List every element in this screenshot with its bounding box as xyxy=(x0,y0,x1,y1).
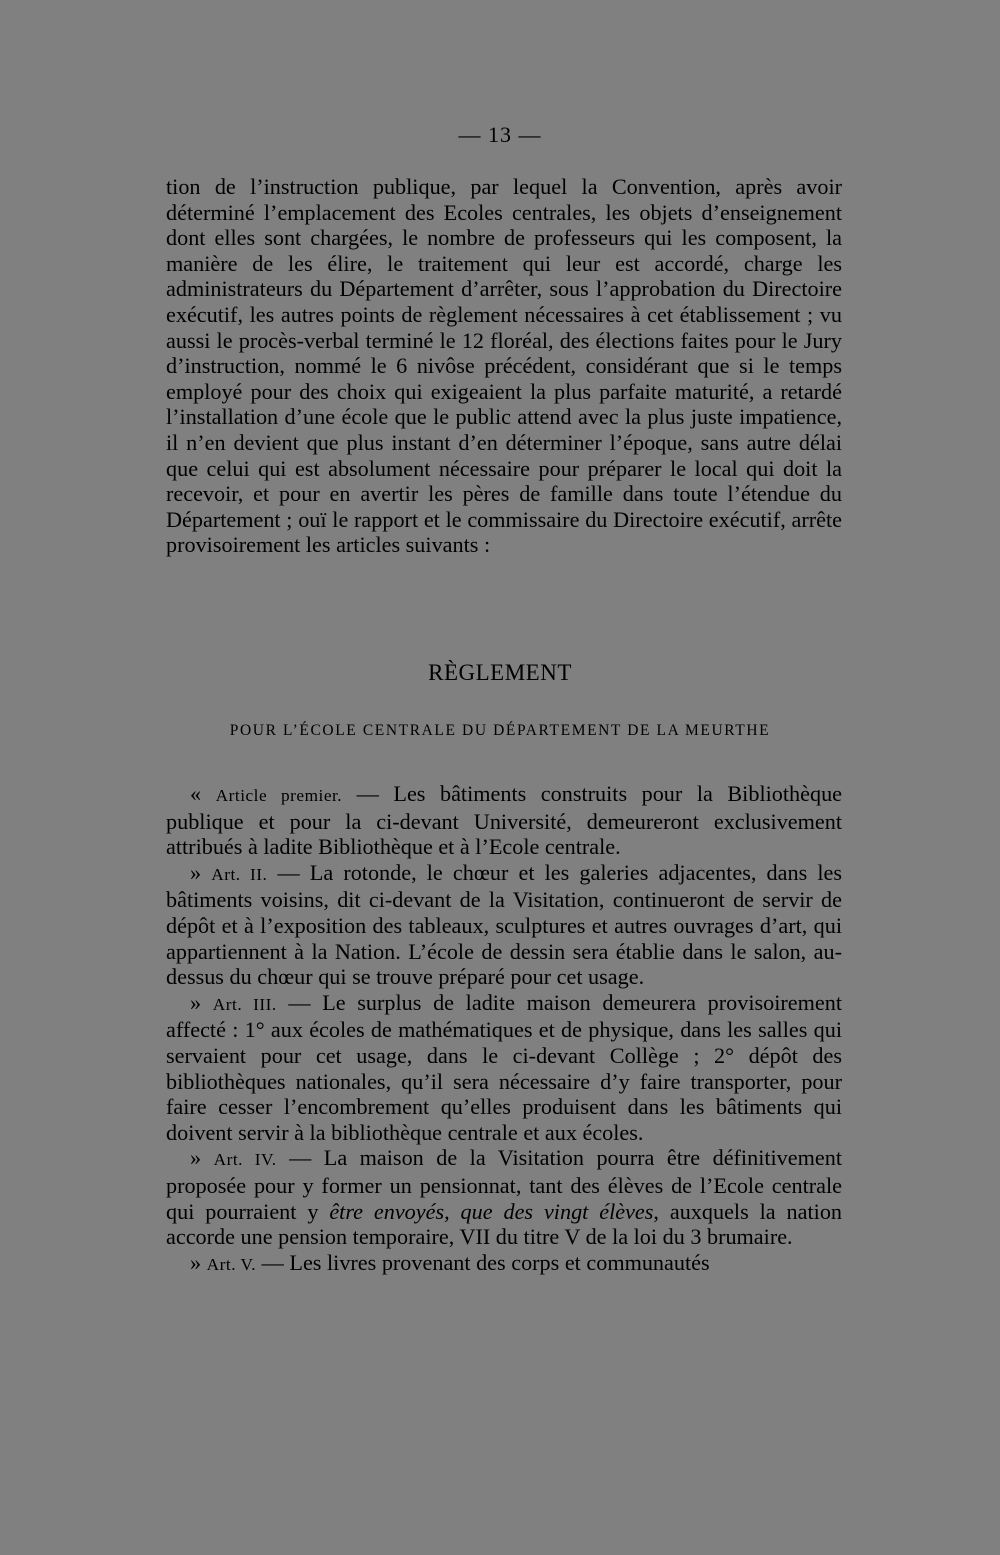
article-4-prefix: » xyxy=(190,1145,214,1171)
article-2-prefix: » xyxy=(190,859,212,885)
article-4-body-end: , auxquels la nation accorde une pension temporaire, VII du titre V de la loi du 3 brumaire. xyxy=(166,1198,843,1250)
article-5 xyxy=(166,1250,842,1278)
article-2-body: — La rotonde, le chœur et les galeries adjacentes, dans les bâtiments voisins, dit ci-devant de la Visitation, continueront de servir de dépôt et à l’exposition des tableaux, sculptures et autres ouvrages d’art, qui appartiennent à la Nation. L’école de dessin sera établie dans le salon, au-dessus du chœur qui se trouve préparé pour cet usage. xyxy=(166,859,842,990)
article-5-heading: Art. V. xyxy=(206,1254,257,1274)
article-3 xyxy=(166,990,842,1146)
article-1-body: — Les bâtiments construits pour la Bibliothèque publique et pour la ci-devant Université, demeureront exclusivement attribués à ladite Bibliothèque et à l’Ecole centrale. xyxy=(166,781,843,860)
article-3-body: — Le surplus de ladite maison demeurera provisoirement affecté : 1° aux écoles de mathématiques et de physique, dans les salles qui servaient pour cet usage, dans le ci-devant Collège ; 2° dépôt des bibliothèques nationales, qu’il sera nécessaire d’y faire transporter, pour faire cesser l’encombrement qu’elles produisent dans les bâtiments qui doivent servir à la bibliothèque centrale et aux écoles. xyxy=(166,989,843,1145)
article-3-prefix: » xyxy=(190,989,213,1015)
intro-paragraph: tion de l’instruction publique, par lequel la Convention, après avoir déterminé l’emplacement des Ecoles centrales, les objets d’enseignement dont elles sont chargées, le nombre de professeurs qui les composent, la manière de les élire, le traitement qui leur est accordé, charge les administrateurs du Département d’arrêter, sous l’approbation du Directoire exécutif, les autres points de règlement nécessaires à cet établissement ; vu aussi le procès-verbal terminé le 12 floréal, des élections faites pour le Jury d’instruction, nommé le 6 nivôse précédent, considérant que si le temps employé pour des choix qui exigeaient la plus parfaite maturité, a retardé l’installation d’une école que le public attend avec la plus juste impatience, il n’en devient que plus instant d’en déterminer l’époque, sans autre délai que celui qui est absolument nécessaire pour préparer le local qui doit la recevoir, et pour en avertir les pères de famille dans toute l’étendue du Département ; ouï le rapport et le commissaire du Directoire exécutif, arrête provisoirement les articles suivants : xyxy=(166,174,842,558)
article-1-heading: Article premier. xyxy=(215,786,343,805)
section-subtitle: POUR L’ÉCOLE CENTRALE DU DÉPARTEMENT DE LA MEURTHE xyxy=(229,722,771,739)
article-3-heading: Art. III. xyxy=(212,994,277,1014)
page-number: — 13 — xyxy=(458,122,542,147)
article-1 xyxy=(166,781,842,860)
article-5-body: — Les livres provenant des corps et communautés xyxy=(256,1249,710,1275)
article-4-heading: Art. IV. xyxy=(213,1150,277,1170)
articles-block xyxy=(166,781,842,1277)
article-4-body-start: — La maison de la Visitation pourra être définitivement proposée pour y former un pensionnat, tant des élèves de l’Ecole centrale qui pourraient y xyxy=(166,1145,842,1224)
intro-paragraph-block xyxy=(166,174,842,558)
section-title: RÈGLEMENT xyxy=(428,660,572,685)
article-1-prefix: « xyxy=(190,781,216,806)
article-2 xyxy=(166,860,842,990)
article-4 xyxy=(166,1145,842,1249)
article-5-prefix: » xyxy=(190,1249,207,1275)
article-4-italic: être envoyés, que des vingt élèves xyxy=(329,1198,654,1224)
article-2-heading: Art. II. xyxy=(211,864,268,884)
